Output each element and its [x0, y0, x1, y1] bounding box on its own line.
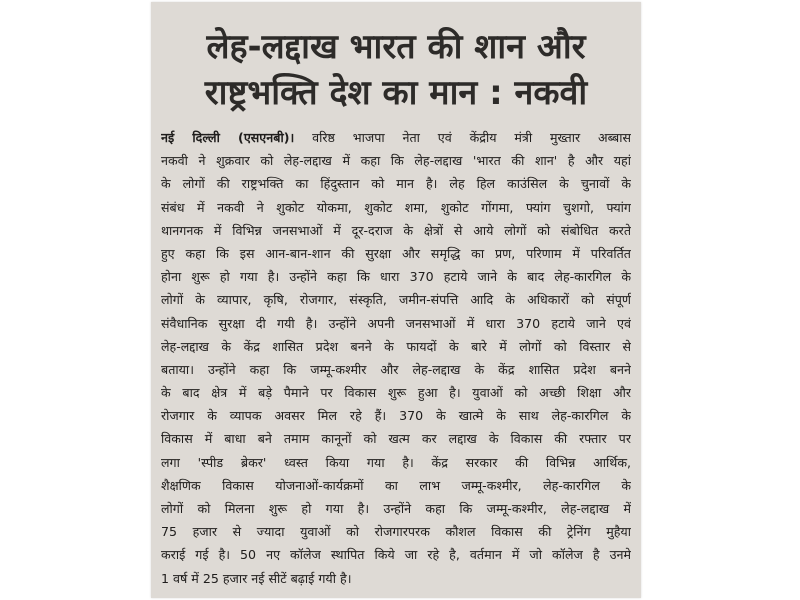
- headline-line-2: राष्ट्रभक्ति देश का मान : नकवी: [204, 73, 588, 113]
- article-line: नकवी ने शुक्रवार को लेह-लद्दाख में कहा कि लेह-लद्दाख 'भारत की शान' है और यहां: [161, 153, 631, 169]
- article-line: संबंध में नकवी ने शुकोट योकमा, शुकोट शमा, शुकोट गोंगमा, फ्यांग चुशगो, फ्यांग: [161, 199, 631, 215]
- article-line: रोजगार के व्यापक अवसर मिल रहे हैं। 370 के खात्मे के साथ लेह-कारगिल के: [161, 408, 631, 424]
- article-line: थानगनक में विभिन्न जनसभाओं में दूर-दराज के क्षेत्रों से आये लोगों को संबोधित करते: [161, 222, 631, 238]
- article-line: 75 हजार से ज्यादा युवाओं को रोजगारपरक कौशल विकास की ट्रेनिंग मुहैया: [161, 524, 631, 540]
- article-body: [161, 126, 631, 590]
- article-line: संवैधानिक सुरक्षा दी गयी है। उन्होंने अपनी जनसभाओं में धारा 370 हटाये जाने एवं: [161, 315, 631, 331]
- headline-line-1: लेह-लद्दाख भारत की शान और: [206, 27, 586, 67]
- dateline: नई दिल्ली (एसएनबी)।: [161, 130, 295, 145]
- article-line: 1 वर्ष में 25 हजार नई सीटें बढ़ाई गयी है।: [161, 570, 352, 586]
- article-line: कराई गई है। 50 नए कॉलेज स्थापित किये जा रहे है, वर्तमान में जो कॉलेज है उनमे: [161, 547, 631, 563]
- newspaper-clipping: [151, 2, 641, 598]
- article-line: [161, 126, 631, 149]
- article-line-text: वरिष्ठ भाजपा नेता एवं केंद्रीय मंत्री मुख्तार अब्बास: [312, 130, 631, 145]
- article-line: होना शुरू हो गया है। उन्होंने कहा कि धारा 370 हटाये जाने के बाद लेह-कारगिल के: [161, 269, 631, 285]
- article-line: लोगों को मिलना शुरू हो गया है। उन्होंने कहा कि जम्मू-कश्मीर, लेह-लद्दाख में: [161, 501, 631, 516]
- article-line: लगा 'स्पीड ब्रेकर' ध्वस्त किया गया है। केंद्र सरकार की विभिन्न आर्थिक,: [161, 454, 631, 470]
- article-line: लेह-लद्दाख के केंद्र शासित प्रदेश बनने के फायदों के बारे में लोगों को विस्तार से: [161, 338, 631, 354]
- article-line: के बाद क्षेत्र में बड़े पैमाने पर विकास शुरू हुआ है। युवाओं को अच्छी शिक्षा और: [161, 385, 631, 401]
- article-line: हुए कहा कि इस आन-बान-शान की सुरक्षा और समृद्धि का प्रण, परिणाम में परिवर्तित: [161, 245, 631, 261]
- headline: [151, 24, 641, 116]
- article-line: के लोगों की राष्ट्रभक्ति का हिंदुस्तान को मान है। लेह हिल काउंसिल के चुनावों के: [161, 176, 631, 192]
- article-line: शैक्षणिक विकास योजनाओं-कार्यक्रमों का लाभ जम्मू-कश्मीर, लेह-कारगिल के: [161, 477, 631, 493]
- article-line: बताया। उन्होंने कहा कि जम्मू-कश्मीर और लेह-लद्दाख के केंद्र शासित प्रदेश बनने: [161, 361, 631, 377]
- article-line: लोगों के व्यापार, कृषि, रोजगार, संस्कृति, जमीन-संपत्ति आदि के अधिकारों को संपूर्ण: [161, 292, 631, 308]
- article-line: विकास में बाधा बने तमाम कानूनों को खत्म कर लद्दाख के विकास की रफ्तार पर: [161, 431, 631, 447]
